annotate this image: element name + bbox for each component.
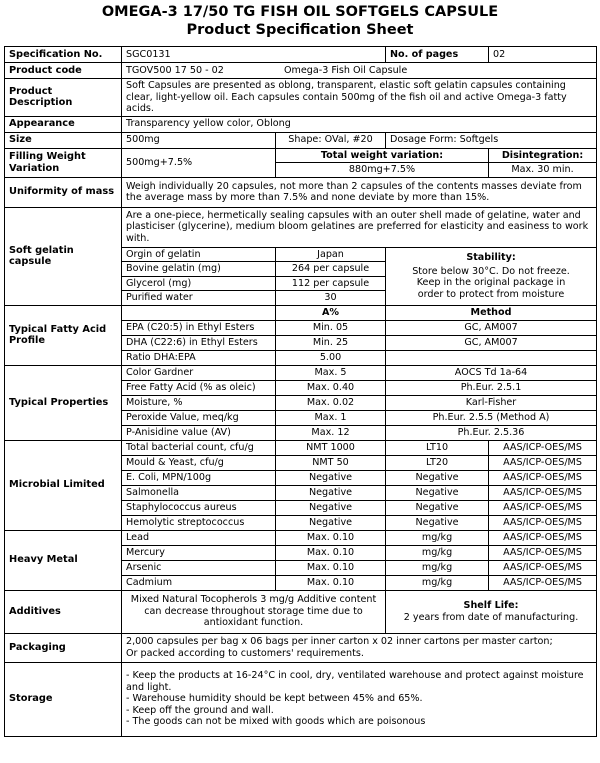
heavy-row [5,530,597,545]
description-text: Soft Capsules are presented as oblong, transparent, elastic soft gelatin capsules containing clear, light-yellow oil. Each capsules contain 500mg of the fish oil and active Omega-3 fatty acids. [122,79,597,117]
typical-item-name: Moisture, % [122,395,276,410]
description-label: Product Description [5,79,122,117]
microbial-item-value: Negative [276,500,386,515]
typical-item-value: Max. 0.40 [276,380,386,395]
gelatin-item-value: 30 [276,291,386,306]
heavy-item-unit: mg/kg [386,545,489,560]
spec-label: Specification No. [5,47,122,63]
gelatin-item-name: Orgin of gelatin [122,247,276,262]
fatty-item-method: GC, AM007 [386,320,597,335]
size-shape: Shape: OVal, #20 [276,132,386,148]
microbial-item-unit: Negative [386,485,489,500]
fatty-item-name: EPA (C20:5) in Ethyl Esters [122,320,276,335]
gelatin-item-name: Glycerol (mg) [122,276,276,291]
size-label: Size [5,132,122,148]
fatty-item-value: Min. 05 [276,320,386,335]
storage-line: - Warehouse humidity should be kept between 45% and 65%. [126,693,423,705]
fatty-item-name: Ratio DHA:EPA [122,350,276,365]
size-value: 500mg [122,132,276,148]
microbial-row [5,440,597,455]
microbial-label: Microbial Limited [5,440,122,530]
packaging-label: Packaging [5,633,122,662]
product-code-row [5,63,597,79]
microbial-item-unit: Negative [386,515,489,530]
additives-text: Mixed Natural Tocopherols 3 mg/g Additive content can decrease throughout storage time due to antioxidant function. [122,590,386,633]
product-code-value: TGOV500 17 50 - 02 [126,64,224,76]
heavy-item-method: AAS/ICP-OES/MS [489,530,597,545]
fatty-item-value: Min. 25 [276,335,386,350]
microbial-item-value: Negative [276,515,386,530]
gelatin-item-name: Bovine gelatin (mg) [122,262,276,277]
typical-item-method: Ph.Eur. 2.5.5 (Method A) [386,410,597,425]
microbial-item-value: NMT 50 [276,455,386,470]
gelatin-item-value: 112 per capsule [276,276,386,291]
heavy-label: Heavy Metal [5,530,122,590]
gelatin-item-value: Japan [276,247,386,262]
gelatin-item-value: 264 per capsule [276,262,386,277]
microbial-item-unit: LT10 [386,440,489,455]
uniformity-text: Weigh individually 20 capsules, not more than 2 capsules of the contents masses deviate from the average mass by more than 7.5% and none deviate by more than 15%. [122,177,597,207]
microbial-item-method: AAS/ICP-OES/MS [489,515,597,530]
microbial-item-name: Hemolytic streptococcus [122,515,276,530]
spec-value: SGC0131 [122,47,386,63]
description-row [5,79,597,117]
storage-cell [122,662,597,736]
product-code-label: Product code [5,63,122,79]
filling-value: 500mg+7.5% [122,148,276,177]
product-code-cell [122,63,597,79]
fatty-item-name: DHA (C22:6) in Ethyl Esters [122,335,276,350]
disintegration-value: Max. 30 min. [489,163,597,178]
typical-item-name: P-Anisidine value (AV) [122,425,276,440]
filling-row-1 [5,148,597,163]
spec-table [4,46,597,737]
typical-item-method: Ph.Eur. 2.5.1 [386,380,597,395]
storage-line: - Keep the products at 16-24°C in cool, dry, ventilated warehouse and protect against moisture and light. [126,670,584,693]
typical-item-method: Ph.Eur. 2.5.36 [386,425,597,440]
heavy-item-method: AAS/ICP-OES/MS [489,575,597,590]
microbial-item-method: AAS/ICP-OES/MS [489,455,597,470]
microbial-item-value: Negative [276,485,386,500]
additives-row [5,590,597,633]
storage-line: - The goods can not be mixed with goods which are poisonous [126,716,426,728]
heavy-item-method: AAS/ICP-OES/MS [489,545,597,560]
microbial-item-unit: Negative [386,470,489,485]
storage-line: - Keep off the ground and wall. [126,704,274,716]
shelf-life-label: Shelf Life: [463,600,519,611]
typical-label: Typical Properties [5,365,122,440]
fatty-col-a: A% [276,305,386,320]
microbial-item-value: NMT 1000 [276,440,386,455]
microbial-item-unit: LT20 [386,455,489,470]
heavy-item-name: Mercury [122,545,276,560]
gelatin-text: Are a one-piece, hermetically sealing capsules with an outer shell made of gelatine, water and plasticiser (glycerine), medium bloom gelatines are preferred for elasticity and easiness to work with. [122,207,597,247]
shelf-life-cell [386,590,597,633]
heavy-item-method: AAS/ICP-OES/MS [489,560,597,575]
typical-item-method: Karl-Fisher [386,395,597,410]
pages-label: No. of pages [386,47,489,63]
typical-item-name: Peroxide Value, meq/kg [122,410,276,425]
typical-row [5,365,597,380]
typical-item-value: Max. 5 [276,365,386,380]
product-name: Omega-3 Fish Oil Capsule [284,64,408,76]
spec-row [5,47,597,63]
heavy-item-value: Max. 0.10 [276,575,386,590]
heavy-item-name: Cadmium [122,575,276,590]
disintegration-label: Disintegration: [489,148,597,163]
microbial-item-value: Negative [276,470,386,485]
stability-cell [386,247,597,305]
packaging-line: 2,000 capsules per bag x 06 bags per inner carton x 02 inner cartons per master carton; [126,636,553,647]
total-weight-value: 880mg+7.5% [276,163,489,178]
fatty-header-row [5,305,597,320]
microbial-item-method: AAS/ICP-OES/MS [489,485,597,500]
fatty-item-method [386,350,597,365]
fatty-col-method: Method [386,305,597,320]
typical-item-value: Max. 12 [276,425,386,440]
packaging-line: Or packed according to customers' requirements. [126,647,364,659]
microbial-item-name: Salmonella [122,485,276,500]
total-weight-label: Total weight variation: [276,148,489,163]
uniformity-row [5,177,597,207]
fatty-item-value: 5.00 [276,350,386,365]
gelatin-label: Soft gelatin capsule [5,207,122,305]
microbial-item-name: E. Coli, MPN/100g [122,470,276,485]
heavy-item-value: Max. 0.10 [276,560,386,575]
heavy-item-value: Max. 0.10 [276,530,386,545]
microbial-item-name: Mould & Yeast, cfu/g [122,455,276,470]
heavy-item-unit: mg/kg [386,575,489,590]
appearance-label: Appearance [5,116,122,132]
typical-item-method: AOCS Td 1a-64 [386,365,597,380]
heavy-item-name: Arsenic [122,560,276,575]
microbial-item-unit: Negative [386,500,489,515]
additives-label: Additives [5,590,122,633]
size-dosage: Dosage Form: Softgels [386,132,597,148]
microbial-item-name: Total bacterial count, cfu/g [122,440,276,455]
microbial-item-method: AAS/ICP-OES/MS [489,500,597,515]
typical-item-value: Max. 1 [276,410,386,425]
heavy-item-unit: mg/kg [386,530,489,545]
shelf-life-text: 2 years from date of manufacturing. [403,611,579,623]
microbial-item-method: AAS/ICP-OES/MS [489,470,597,485]
microbial-item-name: Staphylococcus aureus [122,500,276,515]
typical-item-name: Free Fatty Acid (% as oleic) [122,380,276,395]
fatty-label: Typical Fatty Acid Profile [5,305,122,365]
pages-value: 02 [489,47,597,63]
typical-item-value: Max. 0.02 [276,395,386,410]
size-row [5,132,597,148]
document-subtitle: Product Specification Sheet [186,22,414,38]
heavy-item-value: Max. 0.10 [276,545,386,560]
uniformity-label: Uniformity of mass [5,177,122,207]
gelatin-item-name: Purified water [122,291,276,306]
packaging-cell [122,633,597,662]
filling-label: Filling Weight Variation [5,148,122,177]
document-title: OMEGA-3 17/50 TG FISH OIL SOFTGELS CAPSULE [101,4,499,20]
microbial-item-method: AAS/ICP-OES/MS [489,440,597,455]
appearance-text: Transparency yellow color, Oblong [122,116,597,132]
typical-item-name: Color Gardner [122,365,276,380]
appearance-row [5,116,597,132]
heavy-item-name: Lead [122,530,276,545]
heavy-item-unit: mg/kg [386,560,489,575]
fatty-item-method: GC, AM007 [386,335,597,350]
stability-text: Store below 30°C. Do not freeze. Keep in the original package in order to protect from moisture [412,265,570,300]
packaging-row [5,633,597,662]
fatty-header-blank [122,305,276,320]
storage-row [5,662,597,736]
gelatin-intro-row [5,207,597,247]
storage-label: Storage [5,662,122,736]
stability-label: Stability: [466,252,516,263]
